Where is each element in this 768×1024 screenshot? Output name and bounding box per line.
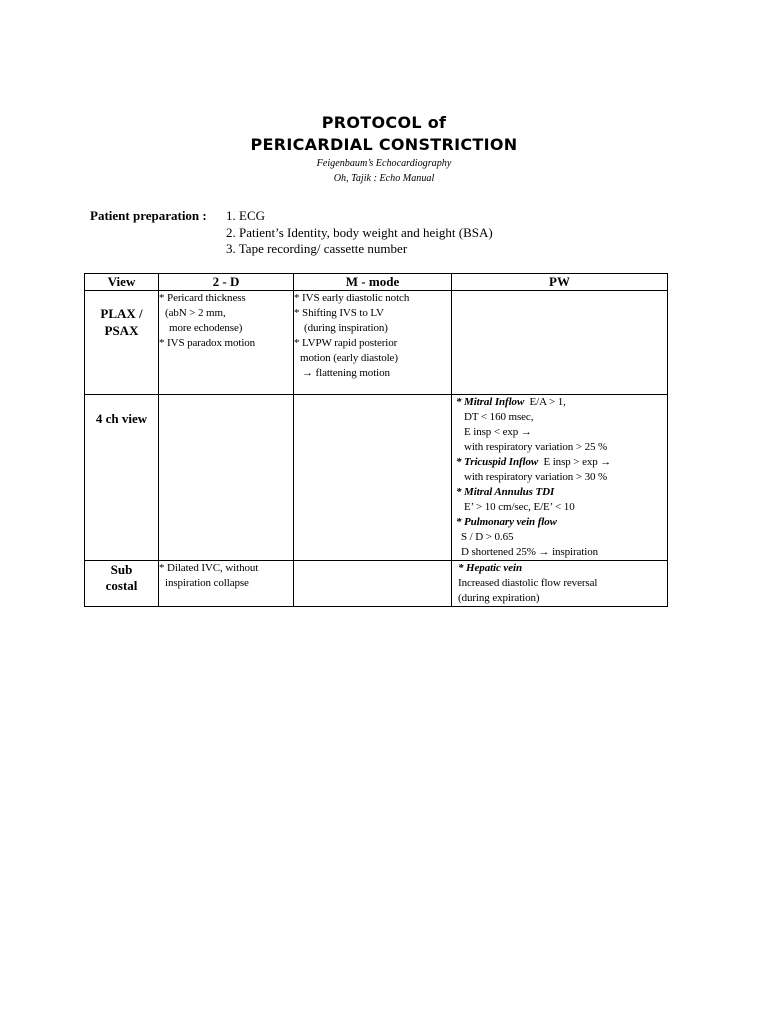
view-cell <box>85 561 159 607</box>
pw-heading: * Pulmonary vein flow <box>456 516 557 528</box>
m-mode-cell <box>294 395 452 561</box>
prep-item: 1. ECG <box>226 208 265 223</box>
table-row <box>85 561 668 607</box>
pw-cell <box>452 291 668 395</box>
cell-line: D shortened 25% → inspiration <box>461 546 599 558</box>
header-m-mode: M - mode <box>294 274 452 291</box>
view-cell <box>85 395 159 561</box>
two-d-cell <box>159 291 294 395</box>
patient-preparation-list <box>226 208 493 258</box>
cell-line: E/A > 1, <box>529 396 566 408</box>
pw-cell <box>452 395 668 561</box>
view-label: 4 ch view <box>95 411 148 426</box>
cell-line: more echodense) <box>169 322 243 334</box>
cell-line: * Dilated IVC, without <box>159 562 259 574</box>
cell-line: * LVPW rapid posterior <box>294 337 398 349</box>
pw-heading: * Hepatic vein <box>458 562 522 574</box>
page-title-line-1: PROTOCOL of <box>321 113 447 132</box>
pw-heading: * Tricuspid Inflow <box>456 456 539 468</box>
two-d-cell <box>159 395 294 561</box>
patient-preparation-label: Patient preparation : <box>90 208 207 223</box>
header-2d: 2 - D <box>159 274 294 291</box>
pw-cell <box>452 561 668 607</box>
cell-line: DT < 160 msec, <box>464 411 534 423</box>
cell-line: * Pericard thickness <box>159 292 246 304</box>
reference-line-2: Oh, Tajik : Echo Manual <box>333 172 435 184</box>
m-mode-cell <box>294 561 452 607</box>
cell-line: S / D > 0.65 <box>461 531 514 543</box>
view-label: PLAX / <box>100 306 143 321</box>
header-view: View <box>85 274 159 291</box>
view-label: costal <box>105 578 138 593</box>
cell-line: with respiratory variation > 25 % <box>464 441 608 453</box>
header-pw: PW <box>452 274 668 291</box>
cell-line: inspiration collapse <box>165 577 249 589</box>
cell-line: (abN > 2 mm, <box>165 307 226 319</box>
view-cell <box>85 291 159 395</box>
cell-line: (during inspiration) <box>304 322 388 334</box>
cell-line: with respiratory variation > 30 % <box>464 471 608 483</box>
pw-heading: * Mitral Inflow <box>456 396 525 408</box>
table-row <box>85 395 668 561</box>
view-label: Sub <box>110 562 133 577</box>
cell-line: Increased diastolic flow reversal <box>458 577 598 589</box>
two-d-cell <box>159 561 294 607</box>
page-title-line-2: PERICARDIAL CONSTRICTION <box>250 135 518 154</box>
reference-line-1: Feigenbaum’s Echocardiography <box>316 157 452 169</box>
cell-line: * Shifting IVS to LV <box>294 307 384 319</box>
view-label: PSAX <box>104 323 139 338</box>
cell-line: → flattening motion <box>302 367 390 379</box>
cell-line: * IVS early diastolic notch <box>294 292 410 304</box>
prep-item: 3. Tape recording/ cassette number <box>226 241 408 256</box>
cell-line: * IVS paradox motion <box>159 337 256 349</box>
cell-line: E insp < exp → <box>464 426 532 438</box>
cell-line: E insp > exp → <box>543 456 612 468</box>
cell-line: E’ > 10 cm/sec, E/E’ < 10 <box>464 501 575 513</box>
protocol-table <box>84 273 668 607</box>
table-row <box>85 291 668 395</box>
table-header-row <box>85 274 668 291</box>
prep-item: 2. Patient’s Identity, body weight and height (BSA) <box>226 224 493 240</box>
m-mode-cell <box>294 291 452 395</box>
pw-heading: * Mitral Annulus TDI <box>456 486 555 498</box>
cell-line: motion (early diastole) <box>300 352 398 364</box>
cell-line: (during expiration) <box>458 592 540 604</box>
